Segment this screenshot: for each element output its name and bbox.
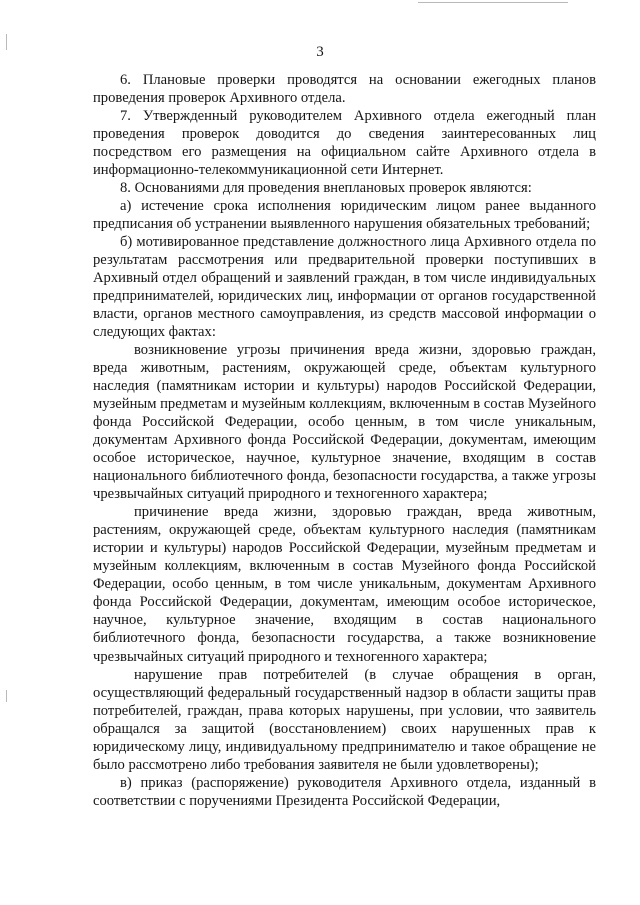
paragraph: возникновение угрозы причинения вреда жизни, здоровью граждан, вреда животным, растениям, окружающей среде, объектам культурного наследия (памятникам истории и культуры) народов Российской Федерации, музейным предметам и музейным коллекциям, включенным в состав Музейного фонда Российской Федерации, особо ценным, в том числе уникальным, документам Архивного фонда Российской Федерации, документам, имеющим особое историческое, научное, культурное значение, входящим в состав национального библиотечного фонда, безопасности государства, а также угрозы чрезвычайных ситуаций природного и техногенного характера; xyxy=(93,342,596,503)
paragraph: нарушение прав потребителей (в случае обращения в орган, осуществляющий федеральный государственный надзор в области защиты прав потребителей, граждан, права которых нарушены, при условии, что заявитель обращался за защитой (восстановлением) своих нарушенных прав к юридическому лицу, индивидуальному предпринимателю и такое обращение не было рассмотрено либо требования заявителя не были удовлетворены); xyxy=(93,666,596,773)
scan-edge-mark xyxy=(6,690,7,702)
paragraph: 7. Утвержденный руководителем Архивного отдела ежегодный план проведения проверок доводится до сведения заинтересованных лиц посредством его размещения на официальном сайте Архивного отдела в информационно-телекоммуникационной сети Интернет. xyxy=(93,108,596,179)
paragraph: а) истечение срока исполнения юридическим лицом ранее выданного предписания об устранении выявленного нарушения обязательных требований; xyxy=(93,198,596,233)
paragraph: 8. Основаниями для проведения внеплановых проверок являются: xyxy=(120,180,532,197)
paragraph: причинение вреда жизни, здоровью граждан, вреда животным, растениям, окружающей среде, объектам культурного наследия (памятникам истории и культуры) народов Российской Федерации, музейным предметам и музейным коллекциям, включенным в состав Музейного фонда Российской Федерации, особо ценным, в том числе уникальным, документам Архивного фонда Российской Федерации, документам, имеющим особое историческое, научное, культурное значение, входящим в состав национального библиотечного фонда, безопасности государства, а также возникновение чрезвычайных ситуаций природного и техногенного характера; xyxy=(93,504,596,665)
scan-edge-mark xyxy=(418,2,568,3)
paragraph: 6. Плановые проверки проводятся на основании ежегодных планов проведения проверок Архивного отдела. xyxy=(93,72,596,107)
document-body xyxy=(93,71,596,810)
page-number: 3 xyxy=(316,44,324,60)
paragraph: б) мотивированное представление должностного лица Архивного отдела по результатам рассмотрения или предварительной проверки поступивших в Архивный отдел обращений и заявлений граждан, в том числе индивидуальных предпринимателей, юридических лиц, информации от органов государственной власти, органов местного самоуправления, из средств массовой информации о следующих фактах: xyxy=(93,234,596,341)
paragraph: в) приказ (распоряжение) руководителя Архивного отдела, изданный в соответствии с поручениями Президента Российской Федерации, xyxy=(93,774,596,809)
